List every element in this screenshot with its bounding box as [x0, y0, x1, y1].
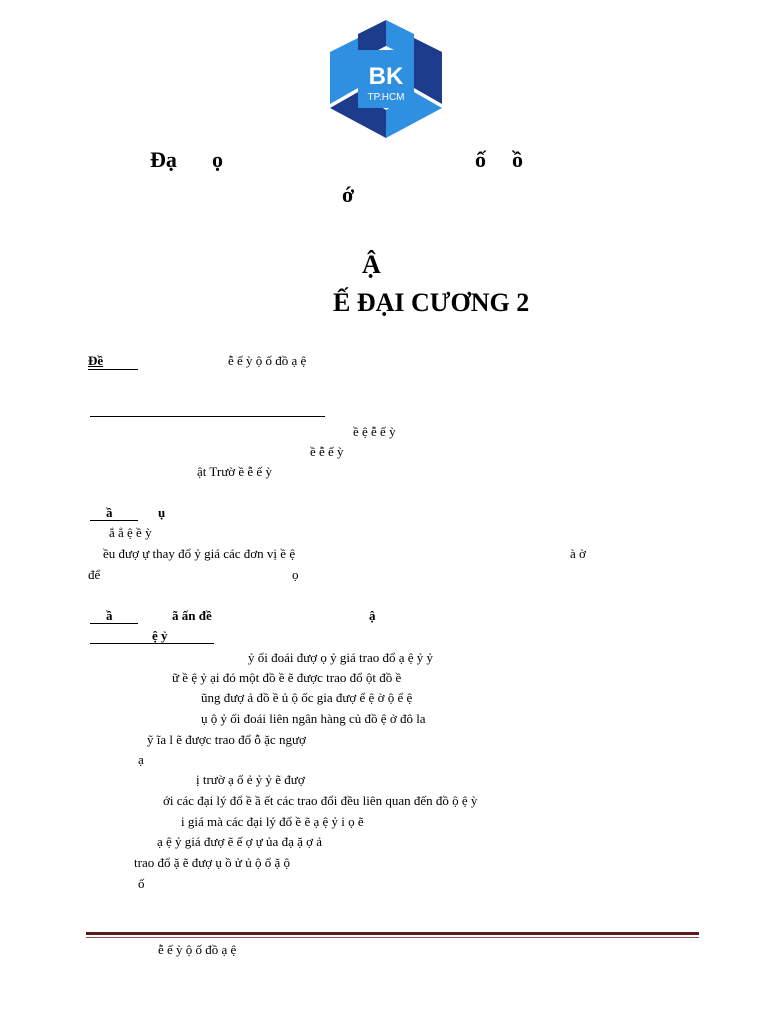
- report-title-line1: Ậ: [362, 250, 381, 279]
- intro-line-3: ật Trườ ề ễ ế ỳ: [197, 464, 272, 479]
- section2-heading-b: ã ấn đề: [172, 608, 212, 623]
- footer-text: ễ ế ỳ ộ ố đồ ạ ệ: [158, 942, 237, 957]
- university-name-part3: ố: [475, 147, 486, 172]
- faculty-name: ớ: [342, 182, 355, 207]
- section1-heading-a: ầ: [106, 505, 113, 520]
- section2-paragraph-line-8: ới các đại lý đổ ề ầ ết các trao đổi đều liên quan đến đồ ộ ệ ỳ: [163, 793, 478, 808]
- section2-paragraph-line-5: ỹ ĩa l ẽ được trao đổ ỗ ặc ngượ: [147, 732, 306, 747]
- section1-heading-underline: [90, 520, 138, 521]
- topic-text: ễ ế ỳ ộ ố đồ ạ ệ: [228, 353, 307, 368]
- intro-line-2: ề ễ ế ỳ: [310, 444, 344, 459]
- section2-heading-underline: [90, 623, 138, 624]
- logo-segment-left: [330, 38, 358, 104]
- section2-paragraph-line-11: trao đổ ặ ẽ đượ ụ ồ ử ủ ộ ổ ặ ộ: [134, 855, 290, 870]
- university-name-part1: Đạ: [150, 147, 177, 172]
- section2-paragraph-line-3: ũng đượ ả đồ ề ủ ộ ốc gia đượ ể ệ ờ ộ ể ệ: [201, 690, 413, 705]
- section2-paragraph-line-12: ố: [138, 876, 145, 891]
- section2-paragraph-line-10: ạ ệ ỷ giá đượ ẽ ế ợ ự ủa đạ ặ ợ ả: [157, 834, 323, 849]
- logo-text: BK: [368, 63, 404, 90]
- topic-label-underline: [88, 369, 138, 370]
- section2-heading-a: ầ: [106, 608, 113, 623]
- section1-line-5: ọ: [292, 567, 299, 582]
- report-title-line2: Ế ĐẠI CƯƠNG 2: [333, 288, 530, 317]
- section1-line-3: à ờ: [570, 546, 586, 561]
- section2-subheading: ệ ỷ: [152, 628, 168, 643]
- section2-paragraph-line-4: ụ ộ ỷ ối đoái liên ngân hàng củ đồ ệ ở đô la: [201, 711, 426, 726]
- section2-paragraph-line-2: ữ ề ệ ỷ ại đó một đồ ề ẽ được trao đổ ột đồ ề: [172, 670, 402, 685]
- section1-line-1: ắ ẳ ệ ề ỳ: [109, 525, 152, 540]
- section2-subheading-underline: [90, 643, 214, 644]
- bk-tphcm-logo: [328, 20, 444, 140]
- topic-label: Đề: [88, 353, 104, 368]
- section1-heading-b: ụ: [158, 505, 166, 520]
- university-name-part4: ồ: [512, 147, 523, 172]
- section2-paragraph-line-9: i giá mà các đại lý đổ ề ẽ ạ ệ ỷ i ọ ẽ: [181, 814, 364, 829]
- footer-rule: [86, 932, 699, 935]
- section1-line-2: ều đượ ự thay đổ ỷ giá các đơn vị ề ệ: [103, 546, 296, 561]
- section1-line-4: để: [88, 567, 101, 582]
- section2-paragraph-line-1: ỷ ối đoái đượ ọ ỷ giá trao đổ ạ ệ ỷ ỷ: [248, 650, 434, 665]
- section2-paragraph-line-7: ị trườ ạ ố ẻ ỷ ỷ ẽ đượ: [196, 772, 305, 787]
- section2-paragraph-line-6: ạ: [138, 752, 144, 767]
- university-name-part2: ọ: [212, 147, 223, 172]
- logo-segment-right: [414, 38, 442, 104]
- intro-line-1: ề ệ ễ ế ỳ: [353, 424, 396, 439]
- section2-heading-c: ậ: [369, 608, 376, 623]
- logo-subtext: TP.HCM: [367, 92, 405, 103]
- intro-underline: [90, 416, 325, 417]
- footer-rule-thin: [86, 937, 699, 938]
